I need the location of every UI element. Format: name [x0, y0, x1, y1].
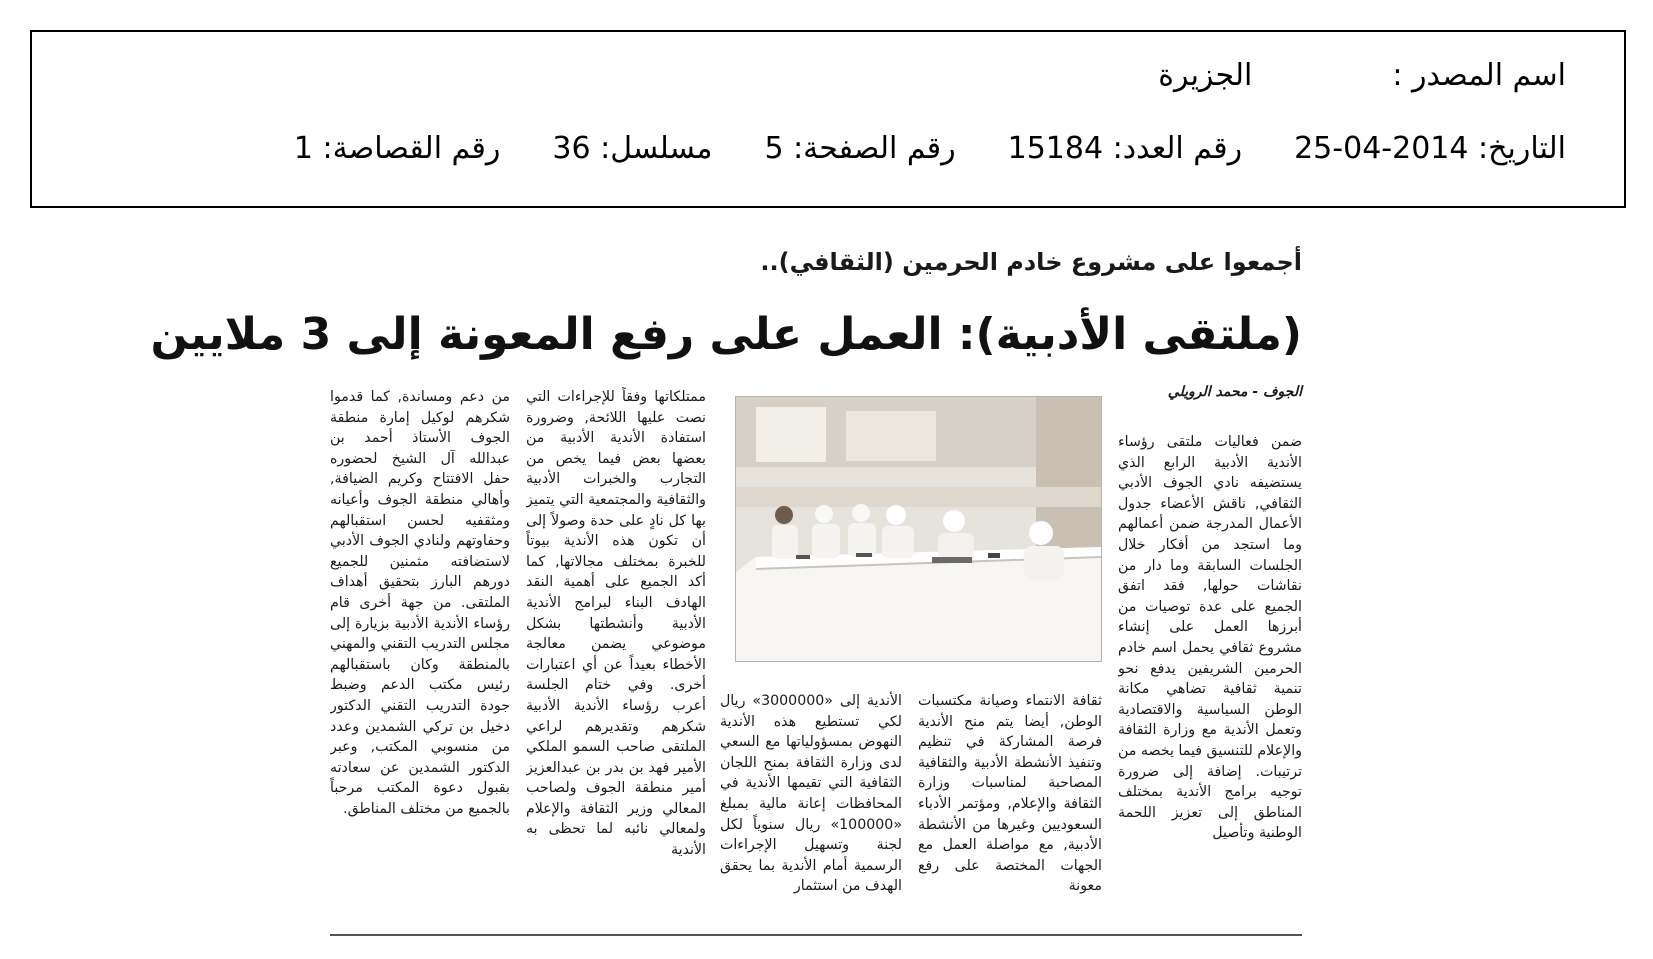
issue-number-field: رقم العدد: 15184	[1007, 131, 1243, 166]
serial-field: مسلسل: 36	[552, 131, 713, 166]
article-headline: (ملتقى الأدبية): العمل على رفع المعونة إلى 3 ملايين	[150, 309, 1302, 360]
article-byline: الجوف - محمد الرويلي	[1167, 384, 1302, 400]
article-column-2: ثقافة الانتماء وصيانة مكتسبات الوطن, أيضا يتم منح الأندية فرصة المشاركة في تنظيم وتنفيذ الأنشطة الأدبية والثقافية المصاحبة لمناسبات وزارة الثقافة والإعلام, ومؤتمر الأدباء السعوديين وغيرها من الأنشطة الأدبية, مع مواصلة العمل مع الجهات المختصة على رفع معونة	[918, 693, 1102, 895]
source-value: الجزيرة	[1158, 58, 1253, 93]
source-line	[1106, 54, 1566, 98]
page-number-field: رقم الصفحة: 5	[764, 131, 956, 166]
article-bottom-rule	[330, 934, 1302, 936]
date-field: التاريخ: 2014-04-25	[1294, 131, 1566, 166]
article-column-4: ممتلكاتها وفقاً للإجراءات التي نصت عليها اللائحة, وضرورة استفادة الأندية الأدبية من بعضها بعض فيما يخص من التجارب والخبرات الأدبية والثقافية والمجتمعية التي يتميز بها كل نادٍ على حدة وصولاً إلى أن تكون هذه الأندية بيوتاً للخبرة بمختلف مجالاتها, كما أكد الجميع على أهمية النقد الهادف البناء لبرامج الأندية الأدبية وأنشطتها بشكل موضوعي يضمن معالجة الأخطاء بعيداً عن أي اعتبارات أخرى. وفي ختام الجلسة أعرب رؤساء الأندية الأدبية شكرهم وتقديرهم لراعي الملتقى صاحب السمو الملكي الأمير فهد بن بدر بن عبدالعزيز أمير منطقة الجوف ولصاحب المعالي وزير الثقافة والإعلام ولمعالي نائبه لما تحظى به الأندية	[526, 389, 706, 859]
article-column-3: الأندية إلى «3000000» ريال لكي تستطيع هذه الأندية النهوض بمسؤولياتها مع السعي لدى وزارة الثقافة بمنح اللجان الثقافية التي تقيمها الأندية في المحافظات إعانة مالية بمبلغ «100000» ريال سنوياً لكل لجنة وتسهيل الإجراءات الرسمية أمام الأندية بما يحقق الهدف من استثمار	[720, 693, 902, 895]
source-label: اسم المصدر :	[1392, 58, 1566, 93]
source-info-box	[30, 30, 1626, 208]
meeting-photo-illustration	[736, 397, 1101, 661]
article-photo	[735, 396, 1102, 662]
article-column-1: ضمن فعاليات ملتقى رؤساء الأندية الأدبية الرابع الذي يستضيفه نادي الجوف الأدبي الثقافي, ناقش الأعضاء جدول الأعمال المدرجة ضمن أعمالهم وما استجد من أفكار خلال الجلسات السابقة وما دار من نقاشات حولها, فقد اتفق الجميع على عدة توصيات من أبرزها العمل على إنشاء مشروع ثقافي يحمل اسم خادم الحرمين الشريفين يدفع نحو تنمية ثقافية تضاهي مكانة الوطن السياسية والاقتصادية وتعمل الأندية مع وزارة الثقافة والإعلام للتنسيق فيما يخصه من ترتيبات. إضافة إلى ضرورة توجيه برامج الأندية بمختلف المناطق إلى تعزيز اللحمة الوطنية وتأصيل	[1118, 434, 1302, 842]
newspaper-article	[150, 244, 1302, 944]
article-kicker: أجمعوا على مشروع خادم الحرمين (الثقافي)..	[760, 248, 1302, 276]
metadata-line	[242, 127, 1566, 171]
clipping-number-field: رقم القصاصة: 1	[293, 131, 501, 166]
article-column-5: من دعم ومساندة, كما قدموا شكرهم لوكيل إمارة منطقة الجوف الأستاذ أحمد بن عبدالله آل الشيخ لحضوره حفل الافتتاح وكريم الضيافة, وأهالي منطقة الجوف وأعيانه ومثقفيه لحسن استقبالهم وحفاوتهم ولنادي الجوف الأدبي لاستضافته مثمنين للجميع دورهم البارز بتحقيق أهداف الملتقى. من جهة أخرى قام رؤساء الأندية الأدبية بزيارة إلى مجلس التدريب التقني والمهني بالمنطقة وكان باستقبالهم رئيس مكتب الدعم وضبط جودة التدريب التقني الدكتور دخيل بن تركي الشمدين وعدد من منسوبي المكتب, وعبر الدكتور الشمدين عن سعادته بقبول دعوة المكتب مرحباً بالجميع من مختلف المناطق.	[330, 389, 510, 817]
